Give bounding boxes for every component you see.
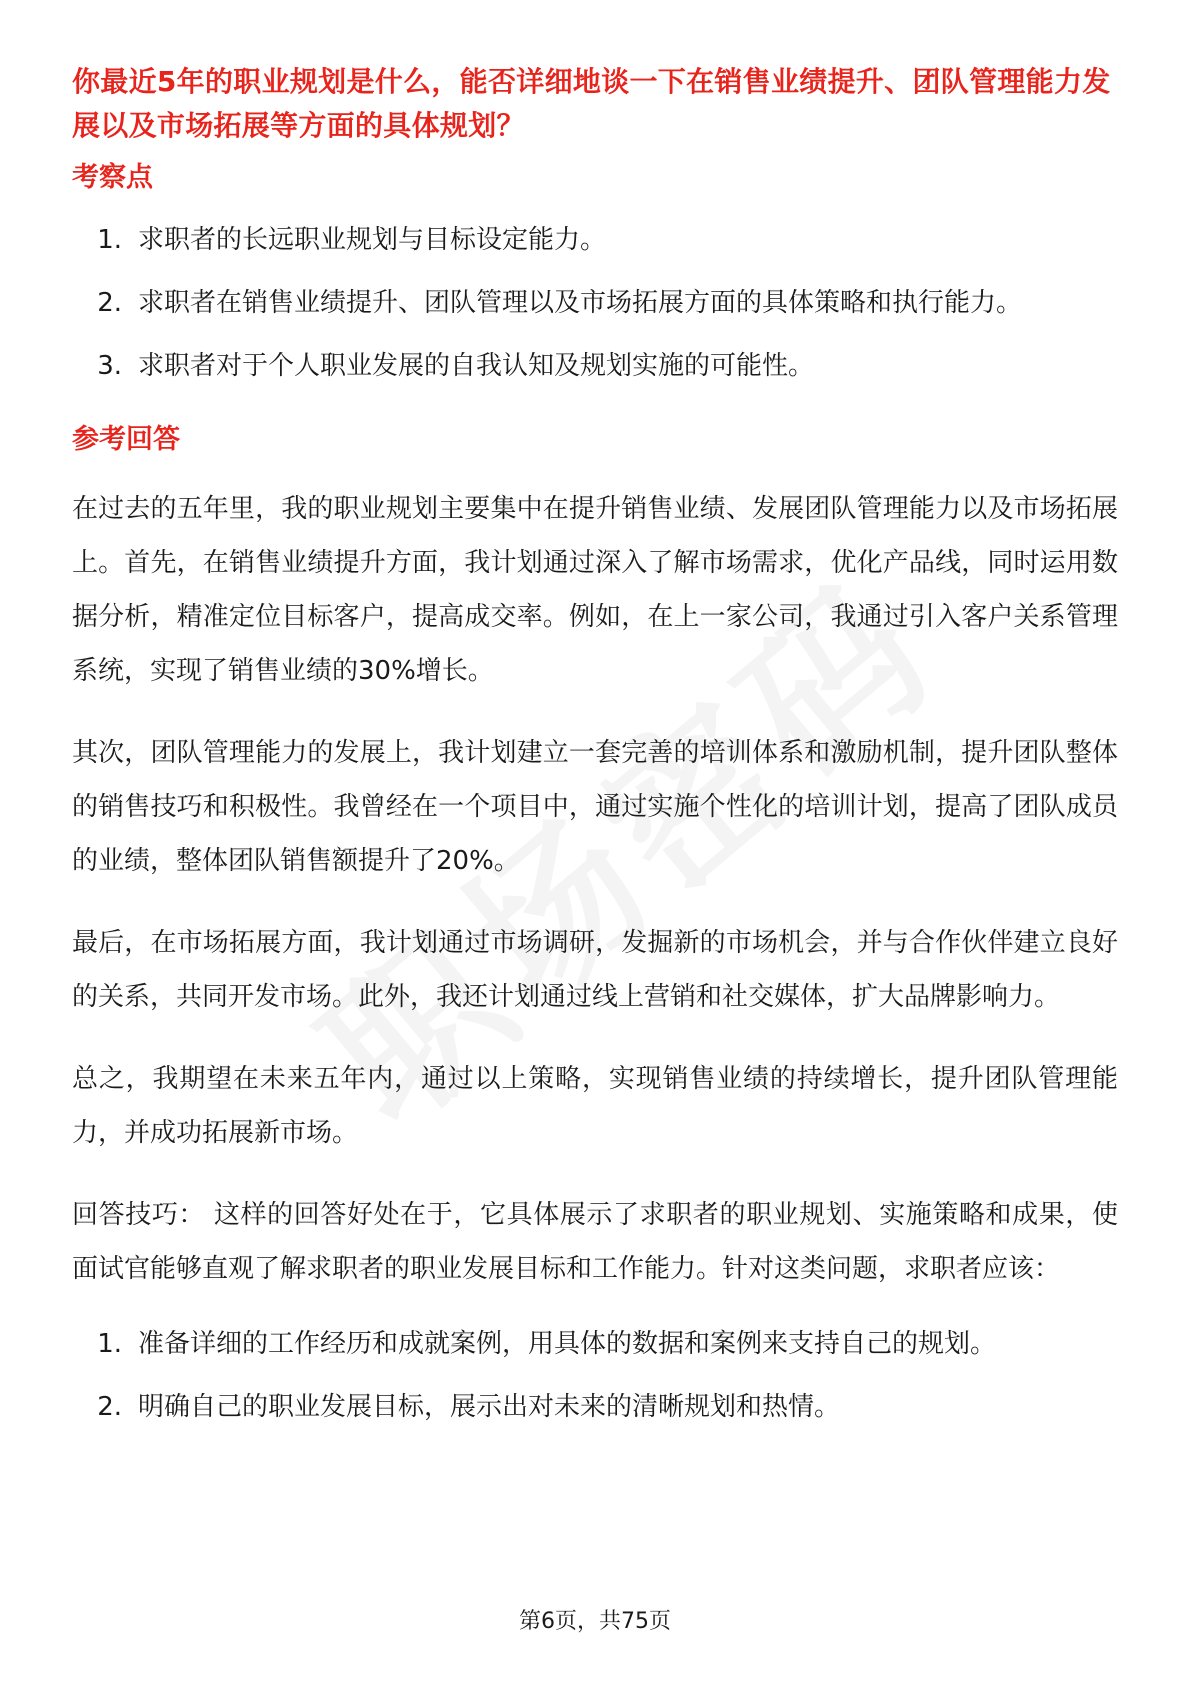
answer-paragraph: 总之，我期望在未来五年内，通过以上策略，实现销售业绩的持续增长，提升团队管理能力，并成功拓展新市场。 (72, 1064, 1118, 1148)
list-item (72, 285, 1118, 321)
points-list (72, 222, 1118, 384)
list-text: 准备详细的工作经历和成就案例，用具体的数据和案例来支持自己的规划。 (138, 1329, 997, 1359)
list-text: 求职者对于个人职业发展的自我认知及规划实施的可能性。 (138, 351, 815, 381)
list-text: 求职者在销售业绩提升、团队管理以及市场拓展方面的具体策略和执行能力。 (138, 288, 1023, 318)
answer-paragraph: 其次，团队管理能力的发展上，我计划建立一套完善的培训体系和激励机制，提升团队整体的销售技巧和积极性。我曾经在一个项目中，通过实施个性化的培训计划，提高了团队成员的业绩，整体团队销售额提升了20%。 (72, 738, 1118, 876)
list-item (72, 222, 1118, 258)
answer-tips-paragraph: 回答技巧： 这样的回答好处在于，它具体展示了求职者的职业规划、实施策略和成果，使面试官能够直观了解求职者的职业发展目标和工作能力。针对这类问题，求职者应该： (72, 1200, 1118, 1284)
answer-title: 参考回答 (72, 424, 180, 455)
answer-paragraph: 最后，在市场拓展方面，我计划通过市场调研，发掘新的市场机会，并与合作伙伴建立良好的关系，共同开发市场。此外，我还计划通过线上营销和社交媒体，扩大品牌影响力。 (72, 928, 1118, 1012)
list-number: 2. (97, 288, 122, 318)
list-item (72, 1326, 1118, 1362)
list-text: 求职者的长远职业规划与目标设定能力。 (138, 225, 607, 255)
question-heading: 你最近5年的职业规划是什么，能否详细地谈一下在销售业绩提升、团队管理能力发展以及市场拓展等方面的具体规划？ (72, 65, 1111, 142)
list-number: 1. (97, 225, 122, 255)
page-footer: 第6页，共75页 (519, 1609, 671, 1634)
list-number: 3. (97, 351, 122, 381)
page-content (72, 60, 1118, 1425)
answer-paragraph: 在过去的五年里，我的职业规划主要集中在提升销售业绩、发展团队管理能力以及市场拓展上。首先，在销售业绩提升方面，我计划通过深入了解市场需求，优化产品线，同时运用数据分析，精准定位目标客户，提高成交率。例如，在上一家公司，我通过引入客户关系管理系统，实现了销售业绩的30%增长。 (72, 494, 1118, 686)
list-item (72, 1389, 1118, 1425)
points-title: 考察点 (72, 162, 153, 193)
list-number: 2. (97, 1392, 122, 1422)
list-text: 明确自己的职业发展目标，展示出对未来的清晰规划和热情。 (138, 1392, 841, 1422)
list-item (72, 348, 1118, 384)
tips-list (72, 1326, 1118, 1425)
list-number: 1. (97, 1329, 122, 1359)
